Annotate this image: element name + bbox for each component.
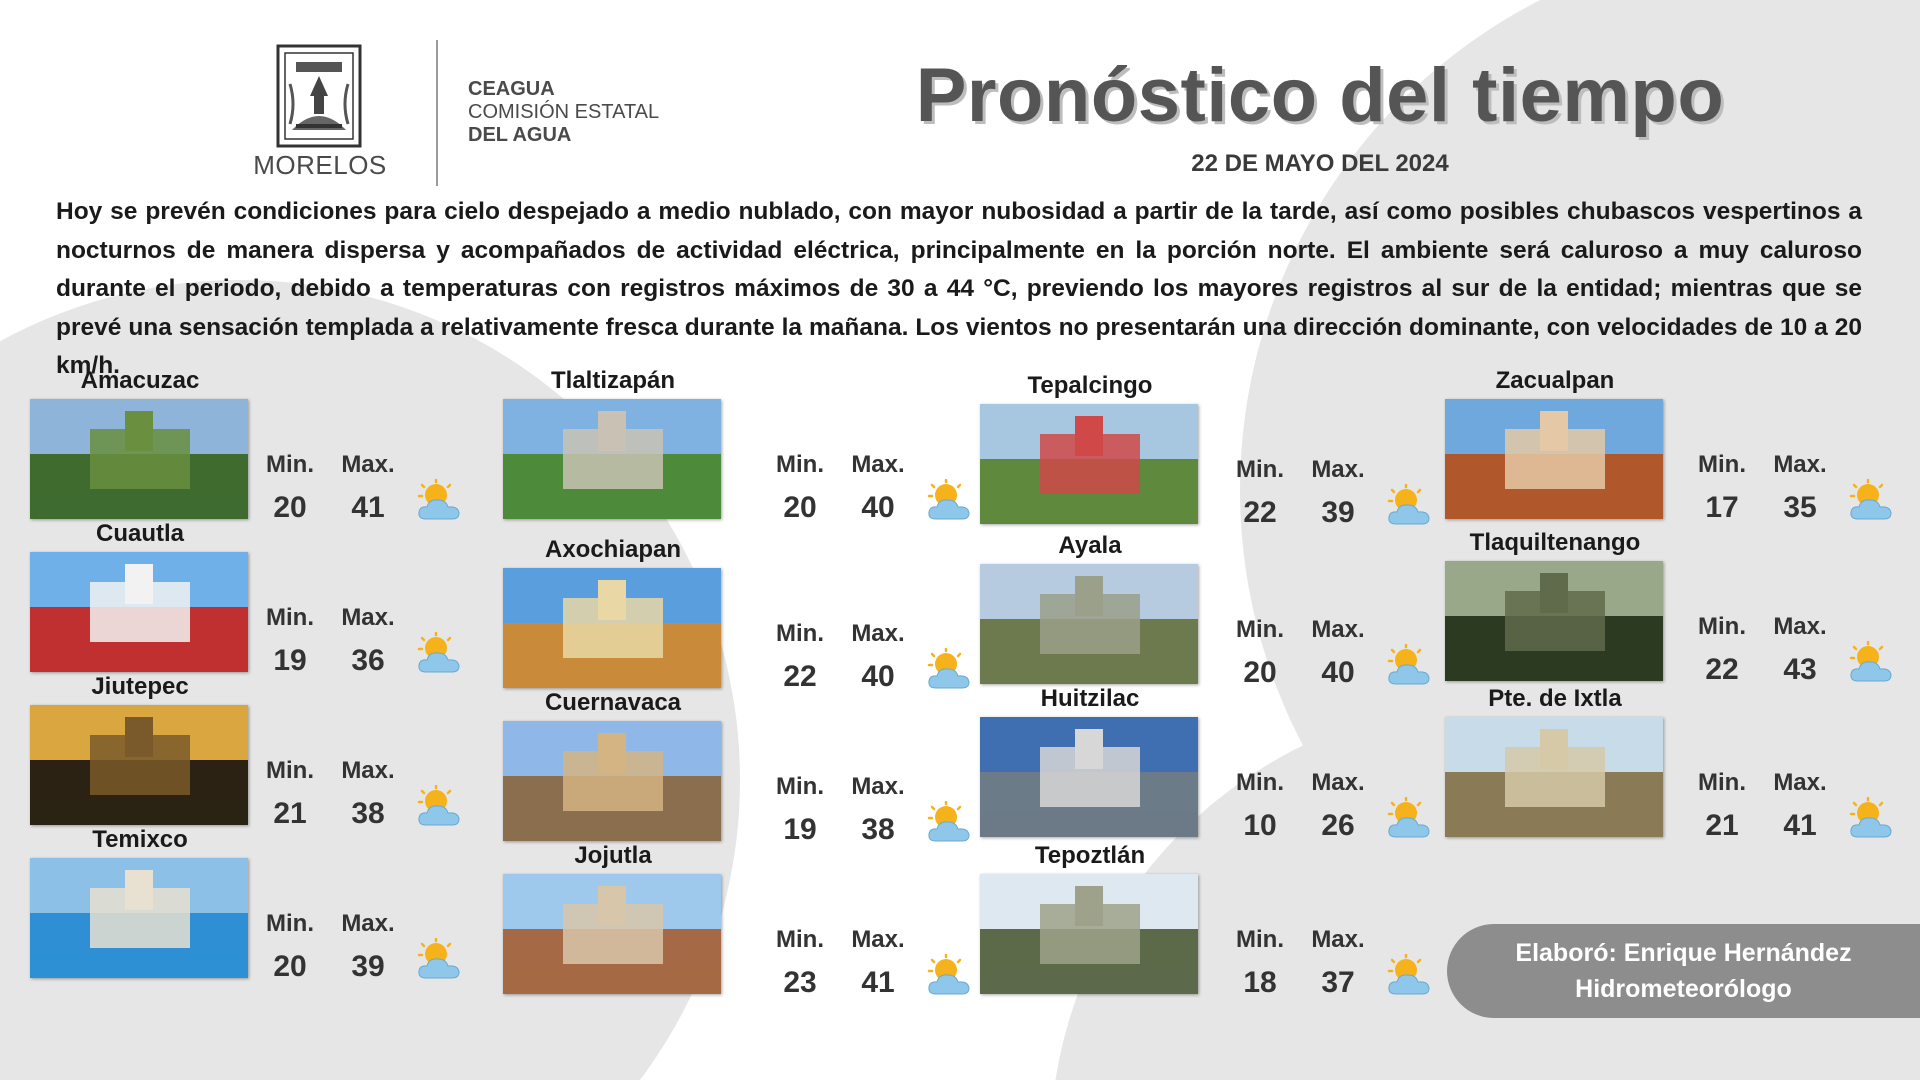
- partly-cloudy-icon: [924, 954, 974, 998]
- min-label: Min.: [1236, 926, 1284, 953]
- min-temperature: 17: [1705, 491, 1739, 524]
- forecast-description: Hoy se prevén condiciones para cielo despejado a medio nublado, con mayor nubosidad a partir de la tarde, así como posibles chubascos vespertinos a nocturnos de manera dispersa y acompañados de actividad eléctrica, principalmente en la porción norte. El ambiente será caluroso a muy caluroso durante el periodo, debido a temperaturas con registros máximos de 30 a 44 °C, previendo los mayores registros al sur de la entidad; mientras que se prevé una sensación templada a relativamente fresca durante la mañana. Los vientos no presentarán una dirección dominante, con velocidades de 10 a 20 km/h.: [56, 198, 1862, 379]
- max-label: Max.: [1311, 616, 1365, 643]
- max-temperature: 41: [351, 491, 385, 524]
- state-name: MORELOS: [253, 150, 387, 180]
- max-label: Max.: [341, 757, 395, 784]
- agency-line-3: DEL AGUA: [468, 124, 572, 146]
- min-temperature: 19: [273, 644, 307, 677]
- max-label: Max.: [341, 910, 395, 937]
- city-photo: [980, 717, 1198, 837]
- max-label: Max.: [851, 451, 905, 478]
- forecast-date: 22 DE MAYO DEL 2024: [1191, 150, 1449, 177]
- partly-cloudy-icon: [1384, 484, 1434, 528]
- min-temperature: 23: [783, 966, 817, 999]
- max-temperature: 40: [861, 660, 895, 693]
- partly-cloudy-icon: [414, 479, 464, 523]
- city-name: Axochiapan: [544, 536, 682, 563]
- city-photo: [503, 399, 721, 519]
- partly-cloudy-icon: [1846, 479, 1896, 523]
- partly-cloudy-icon: [414, 632, 464, 676]
- min-label: Min.: [776, 926, 824, 953]
- partly-cloudy-icon: [1384, 954, 1434, 998]
- max-temperature: 36: [351, 644, 385, 677]
- city-name: Tepalcingo: [1027, 372, 1153, 399]
- min-temperature: 21: [1705, 809, 1739, 842]
- city-name: Cuernavaca: [544, 689, 682, 716]
- max-temperature: 39: [1321, 496, 1355, 529]
- min-temperature: 10: [1243, 809, 1277, 842]
- city-photo: [30, 552, 248, 672]
- city-name: Jojutla: [574, 842, 652, 869]
- max-label: Max.: [1311, 926, 1365, 953]
- max-temperature: 41: [1783, 809, 1817, 842]
- max-label: Max.: [1773, 613, 1827, 640]
- max-temperature: 38: [861, 813, 895, 846]
- min-label: Min.: [1698, 769, 1746, 796]
- city-name: Temixco: [92, 826, 188, 853]
- min-label: Min.: [1236, 456, 1284, 483]
- agency-line-1: CEAGUA: [468, 78, 555, 100]
- city-name: Jiutepec: [91, 673, 189, 700]
- city-photo: [980, 404, 1198, 524]
- header: [0, 0, 1920, 195]
- max-temperature: 37: [1321, 966, 1355, 999]
- city-photo: [503, 874, 721, 994]
- min-label: Min.: [266, 757, 314, 784]
- credit-role: Hidrometeorólogo: [1575, 975, 1792, 1003]
- min-label: Min.: [266, 604, 314, 631]
- max-temperature: 41: [861, 966, 895, 999]
- city-photo: [30, 705, 248, 825]
- min-label: Min.: [266, 451, 314, 478]
- city-photo: [1445, 561, 1663, 681]
- max-label: Max.: [1773, 451, 1827, 478]
- morelos-seal-icon: [276, 44, 362, 148]
- min-temperature: 20: [783, 491, 817, 524]
- min-temperature: 22: [1705, 653, 1739, 686]
- partly-cloudy-icon: [1846, 797, 1896, 841]
- city-name: Cuautla: [95, 520, 184, 547]
- min-label: Min.: [1698, 451, 1746, 478]
- city-name: Tlaquiltenango: [1469, 529, 1641, 556]
- partly-cloudy-icon: [1846, 641, 1896, 685]
- min-label: Min.: [776, 620, 824, 647]
- min-label: Min.: [776, 773, 824, 800]
- max-label: Max.: [1311, 769, 1365, 796]
- max-temperature: 38: [351, 797, 385, 830]
- min-temperature: 20: [273, 491, 307, 524]
- city-name: Zacualpan: [1495, 367, 1615, 394]
- max-label: Max.: [341, 604, 395, 631]
- min-temperature: 19: [783, 813, 817, 846]
- divider: [436, 40, 438, 186]
- agency-line-2: COMISIÓN ESTATAL: [468, 101, 660, 123]
- min-temperature: 20: [273, 950, 307, 983]
- partly-cloudy-icon: [1384, 644, 1434, 688]
- min-label: Min.: [1236, 616, 1284, 643]
- max-temperature: 43: [1783, 653, 1817, 686]
- max-temperature: 40: [1321, 656, 1355, 689]
- city-photo: [503, 568, 721, 688]
- max-temperature: 35: [1783, 491, 1817, 524]
- max-label: Max.: [851, 926, 905, 953]
- min-label: Min.: [1236, 769, 1284, 796]
- credit-author: Elaboró: Enrique Hernández: [1515, 939, 1852, 967]
- max-label: Max.: [1311, 456, 1365, 483]
- partly-cloudy-icon: [414, 938, 464, 982]
- min-label: Min.: [266, 910, 314, 937]
- max-temperature: 39: [351, 950, 385, 983]
- max-label: Max.: [341, 451, 395, 478]
- city-name: Huitzilac: [1040, 685, 1140, 712]
- min-temperature: 22: [783, 660, 817, 693]
- city-name: Tlaltizapán: [550, 367, 676, 394]
- city-photo: [1445, 717, 1663, 837]
- city-photo: [1445, 399, 1663, 519]
- min-temperature: 20: [1243, 656, 1277, 689]
- max-label: Max.: [851, 620, 905, 647]
- partly-cloudy-icon: [1384, 797, 1434, 841]
- min-temperature: 18: [1243, 966, 1277, 999]
- partly-cloudy-icon: [924, 479, 974, 523]
- city-photo: [980, 564, 1198, 684]
- partly-cloudy-icon: [414, 785, 464, 829]
- city-name: Pte. de Ixtla: [1488, 685, 1622, 712]
- min-label: Min.: [776, 451, 824, 478]
- city-photo: [980, 874, 1198, 994]
- partly-cloudy-icon: [924, 801, 974, 845]
- credit-box: [1447, 924, 1920, 1018]
- city-name: Tepoztlán: [1034, 842, 1146, 869]
- min-label: Min.: [1698, 613, 1746, 640]
- agency-name: [468, 78, 659, 147]
- partly-cloudy-icon: [924, 648, 974, 692]
- city-name: Amacuzac: [80, 367, 200, 394]
- city-name: Ayala: [1058, 532, 1122, 559]
- max-label: Max.: [851, 773, 905, 800]
- min-temperature: 22: [1243, 496, 1277, 529]
- max-label: Max.: [1773, 769, 1827, 796]
- max-temperature: 26: [1321, 809, 1355, 842]
- city-photo: [503, 721, 721, 841]
- max-temperature: 40: [861, 491, 895, 524]
- city-photo: [30, 858, 248, 978]
- city-photo: [30, 399, 248, 519]
- min-temperature: 21: [273, 797, 307, 830]
- page-title: Pronóstico del tiempo: [915, 53, 1725, 138]
